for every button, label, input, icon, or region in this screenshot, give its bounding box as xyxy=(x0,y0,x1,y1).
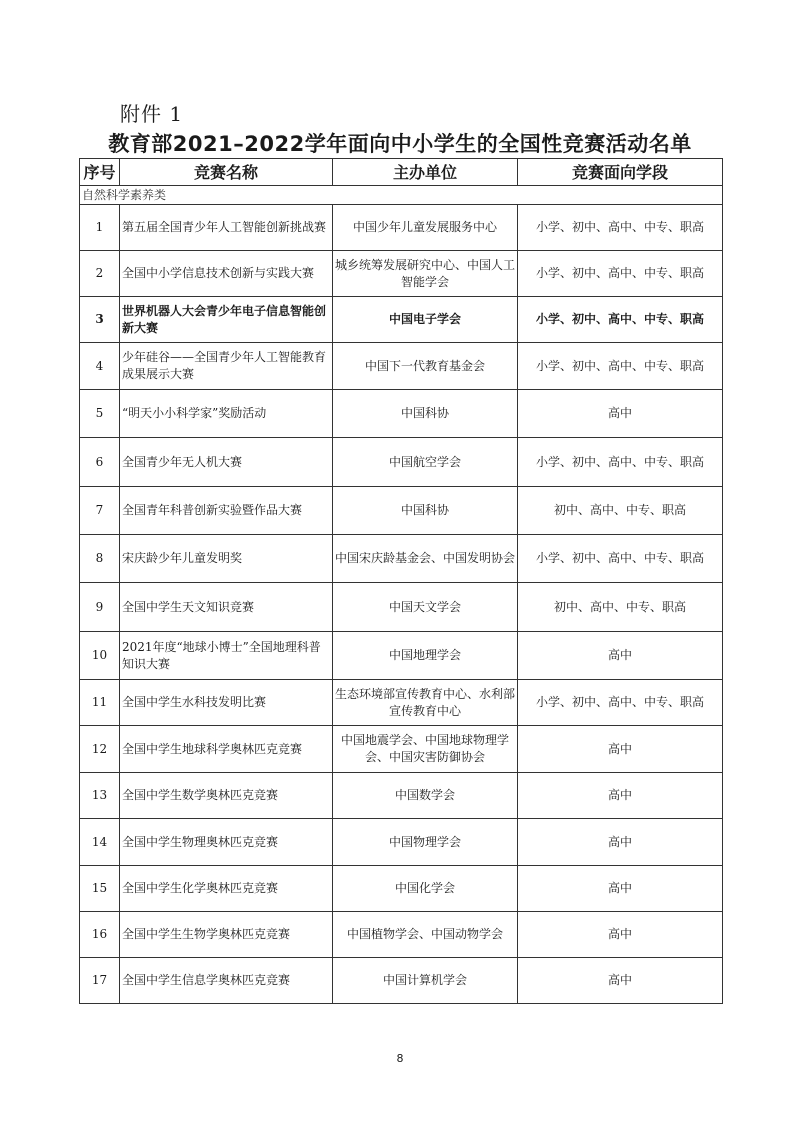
table-row xyxy=(80,866,723,912)
cell-school-stage: 初中、高中、中专、职高 xyxy=(518,487,723,535)
cell-number: 11 xyxy=(80,680,120,726)
attachment-label: 附件 1 xyxy=(120,102,184,126)
cell-number: 16 xyxy=(80,912,120,958)
cell-school-stage: 小学、初中、高中、中专、职高 xyxy=(518,438,723,487)
cell-number: 10 xyxy=(80,632,120,680)
cell-school-stage: 高中 xyxy=(518,390,723,438)
cell-number: 5 xyxy=(80,390,120,438)
cell-competition-name: 全国中学生天文知识竞赛 xyxy=(120,583,333,632)
table-row xyxy=(80,390,723,438)
cell-competition-name: “明天小小科学家”奖励活动 xyxy=(120,390,333,438)
cell-school-stage: 小学、初中、高中、中专、职高 xyxy=(518,205,723,251)
cell-organizer: 中国科协 xyxy=(333,487,518,535)
cell-organizer: 中国数学会 xyxy=(333,773,518,819)
cell-school-stage: 高中 xyxy=(518,819,723,866)
cell-competition-name: 全国中学生水科技发明比赛 xyxy=(120,680,333,726)
table-row xyxy=(80,297,723,343)
cell-school-stage: 高中 xyxy=(518,912,723,958)
table-row xyxy=(80,343,723,390)
cell-organizer: 中国化学会 xyxy=(333,866,518,912)
cell-organizer: 中国电子学会 xyxy=(333,297,518,343)
cell-organizer: 城乡统筹发展研究中心、中国人工智能学会 xyxy=(333,251,518,297)
cell-organizer: 中国下一代教育基金会 xyxy=(333,343,518,390)
cell-competition-name: 2021年度“地球小博士”全国地理科普知识大赛 xyxy=(120,632,333,680)
page-number: 8 xyxy=(396,1052,404,1065)
header-competition-name: 竞赛名称 xyxy=(120,159,333,186)
cell-school-stage: 小学、初中、高中、中专、职高 xyxy=(518,535,723,583)
cell-organizer: 中国宋庆龄基金会、中国发明协会 xyxy=(333,535,518,583)
cell-number: 8 xyxy=(80,535,120,583)
cell-competition-name: 全国青少年无人机大赛 xyxy=(120,438,333,487)
cell-number: 3 xyxy=(80,297,120,343)
category-label: 自然科学素养类 xyxy=(80,186,723,205)
cell-competition-name: 全国中学生物理奥林匹克竞赛 xyxy=(120,819,333,866)
table-header-row xyxy=(80,159,723,186)
cell-number: 17 xyxy=(80,958,120,1004)
cell-school-stage: 小学、初中、高中、中专、职高 xyxy=(518,680,723,726)
cell-school-stage: 高中 xyxy=(518,866,723,912)
cell-organizer: 中国航空学会 xyxy=(333,438,518,487)
table-row xyxy=(80,438,723,487)
table-row xyxy=(80,205,723,251)
cell-number: 4 xyxy=(80,343,120,390)
cell-school-stage: 初中、高中、中专、职高 xyxy=(518,583,723,632)
cell-school-stage: 高中 xyxy=(518,773,723,819)
table-row xyxy=(80,773,723,819)
cell-organizer: 中国计算机学会 xyxy=(333,958,518,1004)
table-row xyxy=(80,632,723,680)
table-row xyxy=(80,251,723,297)
cell-competition-name: 第五届全国青少年人工智能创新挑战赛 xyxy=(120,205,333,251)
cell-competition-name: 世界机器人大会青少年电子信息智能创新大赛 xyxy=(120,297,333,343)
cell-school-stage: 高中 xyxy=(518,726,723,773)
table-row xyxy=(80,726,723,773)
cell-organizer: 中国物理学会 xyxy=(333,819,518,866)
cell-competition-name: 全国中学生化学奥林匹克竞赛 xyxy=(120,866,333,912)
cell-school-stage: 高中 xyxy=(518,632,723,680)
cell-competition-name: 全国中学生地球科学奥林匹克竞赛 xyxy=(120,726,333,773)
cell-organizer: 中国天文学会 xyxy=(333,583,518,632)
cell-number: 9 xyxy=(80,583,120,632)
header-number: 序号 xyxy=(80,159,120,186)
table-row xyxy=(80,819,723,866)
cell-number: 6 xyxy=(80,438,120,487)
cell-school-stage: 小学、初中、高中、中专、职高 xyxy=(518,251,723,297)
cell-competition-name: 少年硅谷——全国青少年人工智能教育成果展示大赛 xyxy=(120,343,333,390)
cell-organizer: 中国地震学会、中国地球物理学会、中国灾害防御协会 xyxy=(333,726,518,773)
table-row xyxy=(80,680,723,726)
cell-organizer: 生态环境部宣传教育中心、水利部宣传教育中心 xyxy=(333,680,518,726)
cell-number: 7 xyxy=(80,487,120,535)
competition-table xyxy=(79,158,723,1004)
header-organizer: 主办单位 xyxy=(333,159,518,186)
table-row xyxy=(80,958,723,1004)
cell-number: 14 xyxy=(80,819,120,866)
cell-competition-name: 全国青年科普创新实验暨作品大赛 xyxy=(120,487,333,535)
cell-number: 13 xyxy=(80,773,120,819)
table-row xyxy=(80,535,723,583)
cell-organizer: 中国地理学会 xyxy=(333,632,518,680)
cell-organizer: 中国植物学会、中国动物学会 xyxy=(333,912,518,958)
table-row xyxy=(80,487,723,535)
cell-organizer: 中国少年儿童发展服务中心 xyxy=(333,205,518,251)
table-row xyxy=(80,583,723,632)
cell-competition-name: 全国中学生生物学奥林匹克竞赛 xyxy=(120,912,333,958)
cell-competition-name: 全国中学生数学奥林匹克竞赛 xyxy=(120,773,333,819)
header-school-stage: 竞赛面向学段 xyxy=(518,159,723,186)
cell-school-stage: 小学、初中、高中、中专、职高 xyxy=(518,297,723,343)
cell-number: 12 xyxy=(80,726,120,773)
cell-number: 15 xyxy=(80,866,120,912)
cell-number: 1 xyxy=(80,205,120,251)
cell-school-stage: 小学、初中、高中、中专、职高 xyxy=(518,343,723,390)
cell-competition-name: 宋庆龄少年儿童发明奖 xyxy=(120,535,333,583)
cell-school-stage: 高中 xyxy=(518,958,723,1004)
table-body xyxy=(80,186,723,1004)
cell-competition-name: 全国中学生信息学奥林匹克竞赛 xyxy=(120,958,333,1004)
table-row xyxy=(80,912,723,958)
cell-number: 2 xyxy=(80,251,120,297)
cell-competition-name: 全国中小学信息技术创新与实践大赛 xyxy=(120,251,333,297)
document-title: 教育部2021–2022学年面向中小学生的全国性竞赛活动名单 xyxy=(108,132,692,156)
cell-organizer: 中国科协 xyxy=(333,390,518,438)
category-row xyxy=(80,186,723,205)
